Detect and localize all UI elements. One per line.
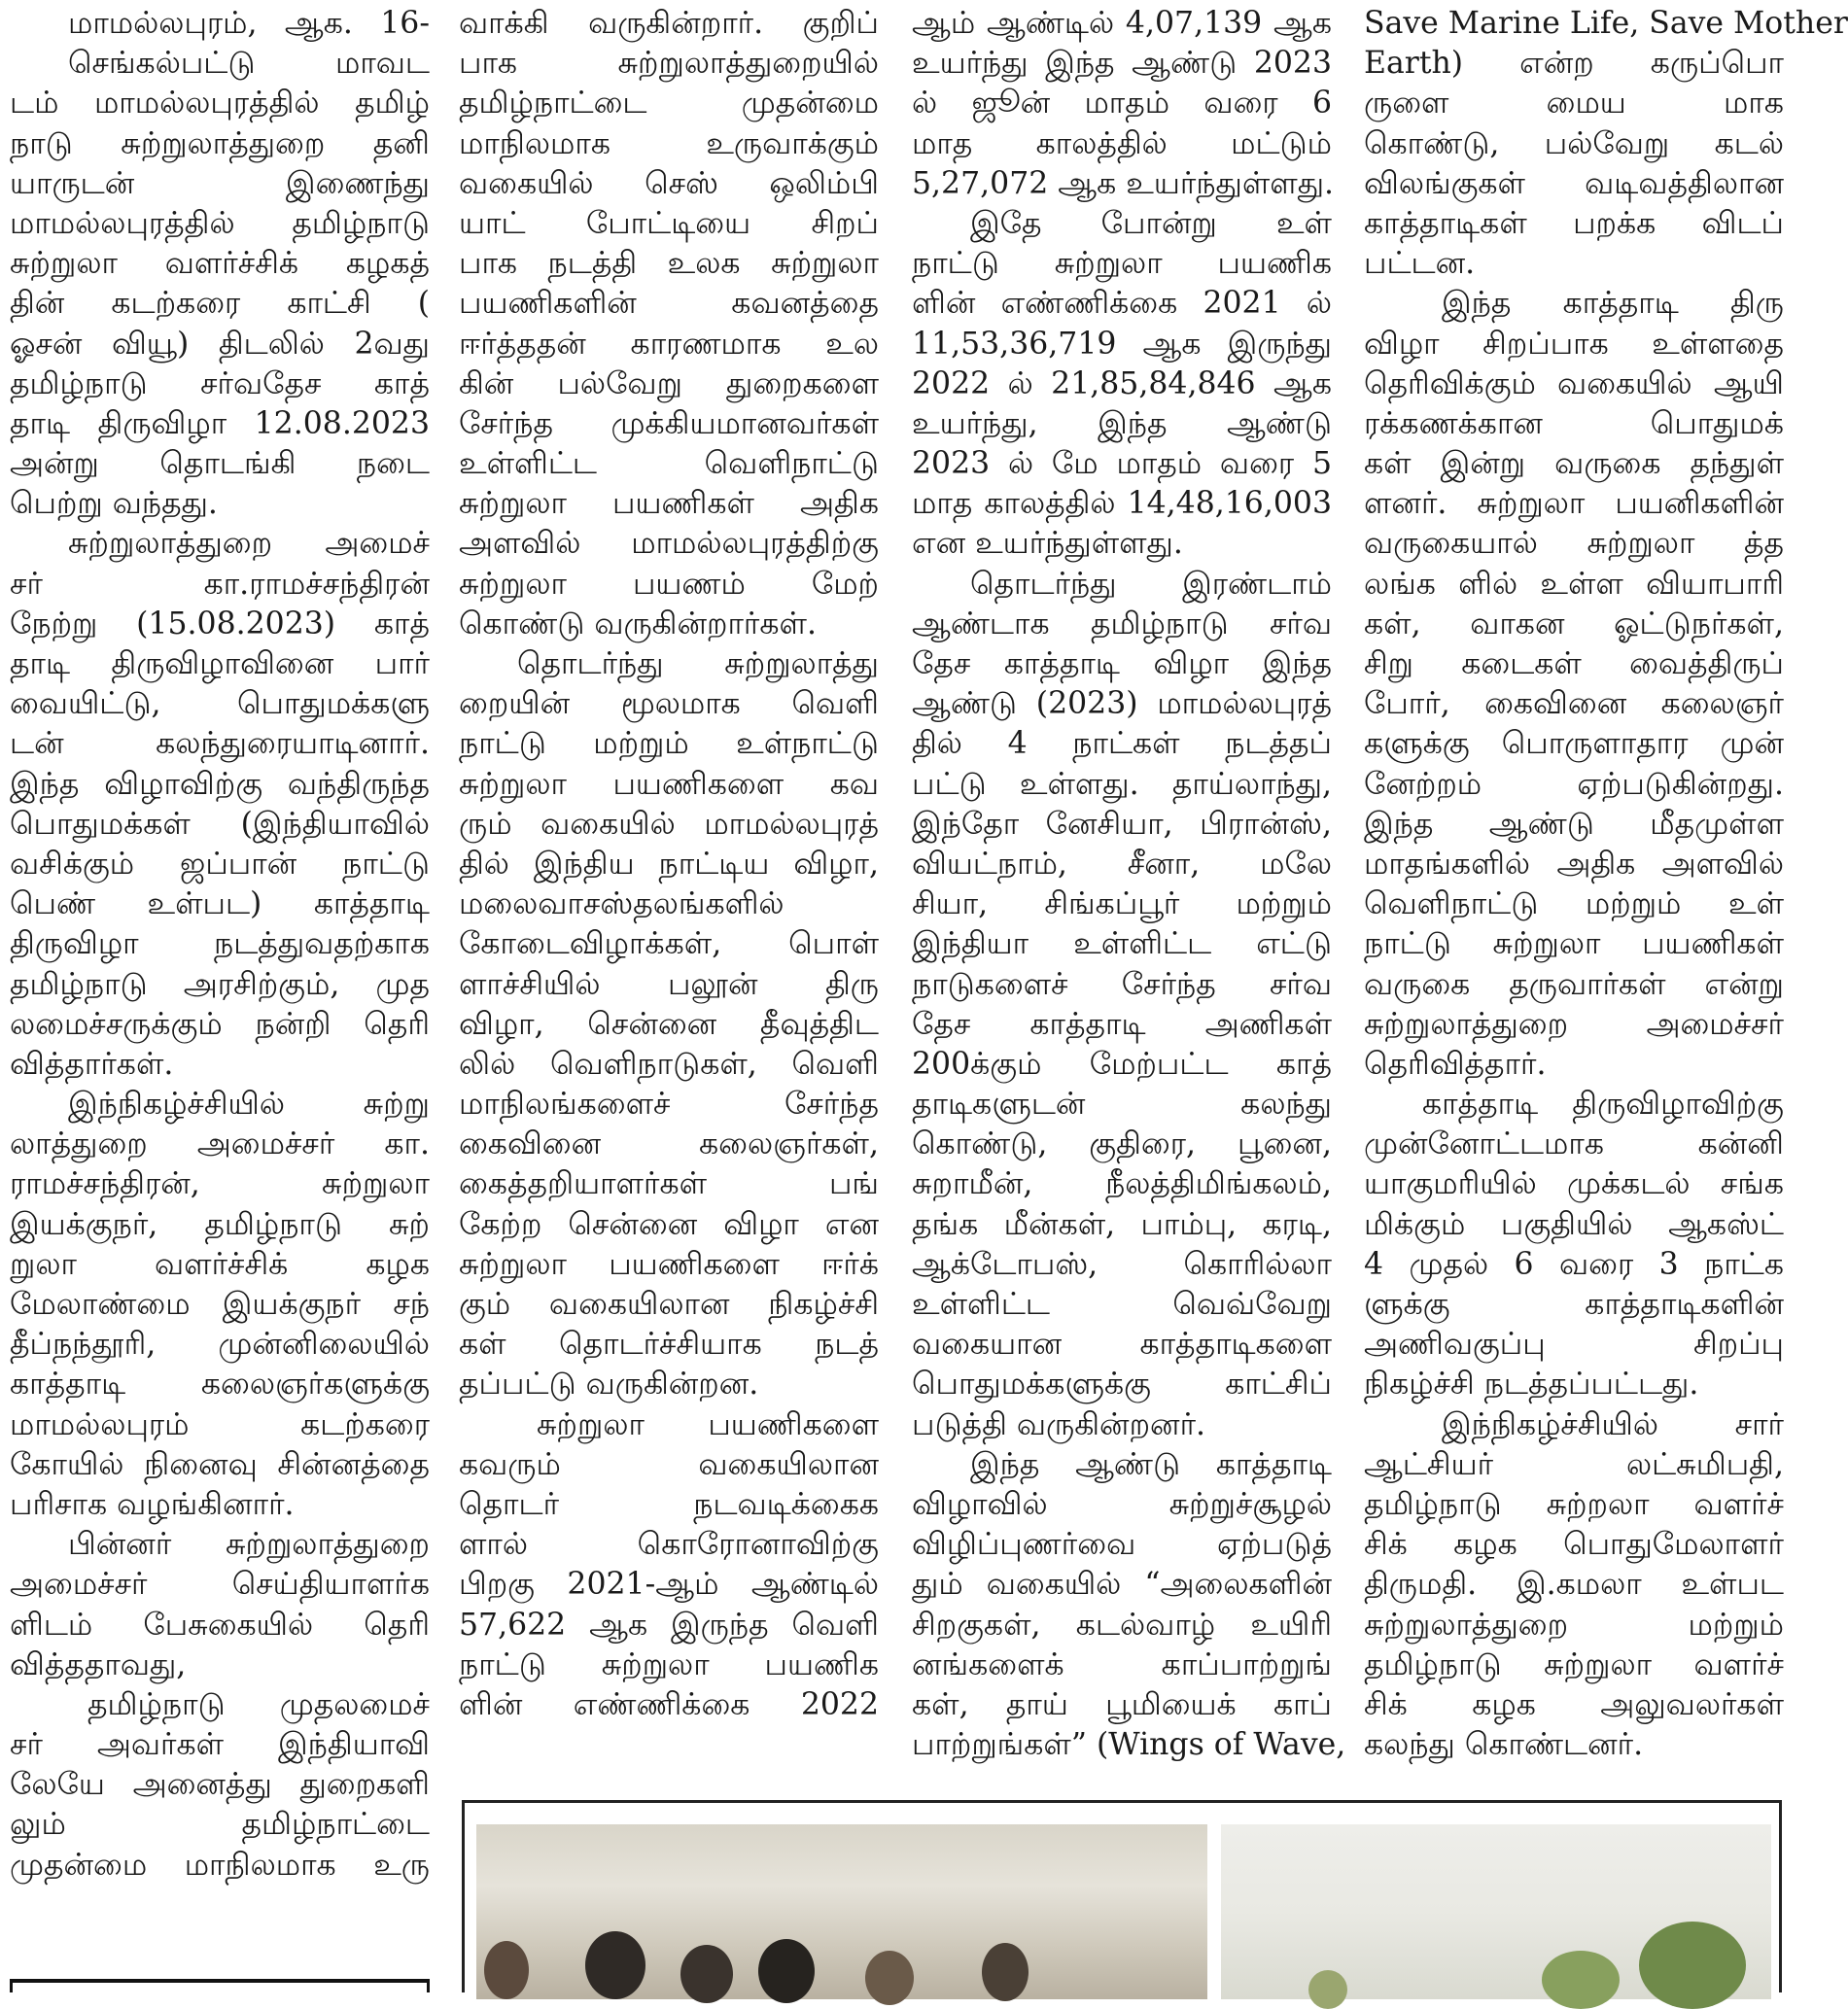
article-line: தாடி திருவிழா 12.08.2023: [10, 405, 430, 441]
article-line: ஈர்த்ததன் காரணமாக உல: [459, 326, 879, 362]
article-line: தொடர் நடவடிக்கைக: [459, 1486, 879, 1522]
article-line: தீப்நந்தூரி, முன்னிலையில்: [10, 1327, 430, 1363]
article-line: கள், வாகன ஓட்டுநர்கள்,: [1364, 606, 1784, 641]
article-line: ரும் வகையில் மாமல்லபுரத்: [459, 806, 879, 842]
article-line: அன்று தொடங்கி நடை: [10, 446, 430, 482]
article-line: நாட்டு சுற்றுலா பயணிக: [459, 1646, 879, 1682]
article-line: வியட்நாம், சீனா, மலே: [912, 846, 1332, 882]
article-line: மாநிலங்களைச் சேர்ந்த: [459, 1087, 879, 1123]
article-line: 11,53,36,719 ஆக இருந்து: [912, 326, 1332, 362]
article-line: தில் இந்திய நாட்டிய விழா,: [459, 846, 879, 882]
article-line: இந்த ஆண்டு காத்தாடி: [970, 1446, 1332, 1482]
article-line: தாடிகளுடன் கலந்து: [912, 1087, 1332, 1123]
article-line: தேச காத்தாடி அணிகள்: [912, 1006, 1332, 1042]
news-photo-left-panel: [476, 1824, 1207, 1999]
article-line: சிக் கழக அலுவலர்கள்: [1364, 1686, 1784, 1722]
article-line: மாதங்களில் அதிக அளவில்: [1364, 846, 1784, 882]
article-line: செங்கல்பட்டு மாவட: [68, 46, 430, 82]
article-line: கும் வகையிலான நிகழ்ச்சி: [459, 1287, 879, 1322]
article-line: லமைச்சருக்கும் நன்றி தெரி: [10, 1006, 430, 1042]
article-line: தப்பட்டு வருகின்றன.: [459, 1367, 759, 1403]
article-line: யாட் போட்டியை சிறப்: [459, 205, 879, 241]
article-line: பட்டு உள்ளது. தாய்லாந்து,: [912, 766, 1332, 802]
article-line: சேர்ந்த முக்கியமானவர்கள்: [459, 405, 879, 441]
article-line: ஆண்டாக தமிழ்நாடு சர்வ: [912, 606, 1332, 641]
article-line: ளனர். சுற்றுலா பயனிகளின்: [1364, 486, 1784, 522]
article-column-4: [1364, 4, 1848, 1765]
article-line: பாக நடத்தி உலக சுற்றுலா: [459, 246, 879, 282]
article-line: கள், தாய் பூமியைக் காப்: [912, 1686, 1332, 1722]
article-line: மாநிலமாக உருவாக்கும்: [459, 125, 879, 161]
article-line: வித்ததாவது,: [10, 1646, 187, 1682]
article-line: லில் வெளிநாடுகள், வெளி: [459, 1046, 879, 1082]
article-line: தங்க மீன்கள், பாம்பு, கரடி,: [912, 1206, 1332, 1242]
article-line: சுற்றுலா வளர்ச்சிக் கழகத்: [10, 246, 430, 282]
article-line: சியா, சிங்கப்பூர் மற்றும்: [912, 886, 1332, 922]
article-line: முன்னோட்டமாக கன்னி: [1364, 1126, 1784, 1162]
article-line: ரக்கணக்கான பொதுமக்: [1364, 405, 1784, 441]
article-line: சுறாமீன், நீலத்திமிங்கலம்,: [912, 1166, 1332, 1202]
article-line: Earth) என்ற கருப்பொ: [1364, 46, 1784, 82]
article-line: பயணிகளின் கவனத்தை: [459, 286, 879, 322]
article-line: வகையான காத்தாடிகளை: [912, 1327, 1332, 1363]
news-photo: [462, 1800, 1782, 1992]
article-line: பரிசாக வழங்கினார்.: [10, 1486, 295, 1522]
news-photo-right-panel: [1221, 1824, 1771, 1999]
article-line: 2023 ல் மே மாதம் வரை 5: [912, 446, 1332, 482]
article-line: தமிழ்நாடு முதலமைச்: [87, 1686, 430, 1722]
article-line: கள் இன்று வருகை தந்துள்: [1364, 446, 1784, 482]
article-line: ஓசன் வியூ) திடலில் 2வது: [10, 326, 430, 362]
article-line: தமிழ்நாடு அரசிற்கும், முத: [10, 966, 430, 1002]
article-line: தின் கடற்கரை காட்சி (: [10, 286, 430, 322]
article-line: நேற்று (15.08.2023) காத்: [10, 606, 430, 641]
article-line: அமைச்சர் செய்தியாளர்க: [10, 1567, 430, 1603]
article-line: இந்தோ னேசியா, பிரான்ஸ்,: [912, 806, 1332, 842]
article-line: நாடுகளைச் சேர்ந்த சர்வ: [912, 966, 1332, 1002]
article-line: அணிவகுப்பு சிறப்பு: [1364, 1327, 1784, 1363]
article-line: ருளை மைய மாக: [1364, 86, 1784, 121]
article-line: தமிழ்நாடு சுற்றுலா வளர்ச்: [1364, 1646, 1784, 1682]
article-line: ல் ஜூன் மாதம் வரை 6: [912, 86, 1332, 121]
article-line: சர் கா.ராமச்சந்திரன்: [10, 566, 430, 602]
article-line: தும் வகையில் “அலைகளின்: [912, 1567, 1332, 1603]
article-line: உயர்ந்து, இந்த ஆண்டு: [912, 405, 1332, 441]
article-line: வகையில் செஸ் ஒலிம்பி: [459, 165, 879, 201]
article-line: இந்த விழாவிற்கு வந்திருந்த: [10, 766, 430, 802]
article-line: சுற்றுலாத்துறை அமைச்: [68, 526, 430, 562]
article-line: காத்தாடி திருவிழாவிற்கு: [1422, 1087, 1784, 1123]
article-line: தெரிவிக்கும் வகையில் ஆயி: [1364, 365, 1784, 401]
article-line: விழிப்புணர்வை ஏற்படுத்: [912, 1527, 1332, 1563]
article-line: ளின் எண்ணிக்கை 2022: [459, 1686, 879, 1722]
article-line: சுற்றுலாத்துறை அமைச்சர்: [1364, 1006, 1784, 1042]
article-line: திருவிழா நடத்துவதற்காக: [10, 926, 430, 962]
article-line: னேற்றம் ஏற்படுகின்றது.: [1364, 766, 1784, 802]
article-line: ளாச்சியில் பலூன் திரு: [459, 966, 879, 1002]
article-line: டம் மாமல்லபுரத்தில் தமிழ்: [10, 86, 430, 121]
article-line: பொதுமக்களுக்கு காட்சிப்: [912, 1367, 1332, 1403]
article-line: இந்நிகழ்ச்சியில் சார்: [1442, 1406, 1784, 1442]
adjacent-box-border: [10, 1983, 430, 1992]
article-line: தமிழ்நாடு சர்வதேச காத்: [10, 365, 430, 401]
article-line: பிறகு 2021-ஆம் ஆண்டில்: [459, 1567, 879, 1603]
article-line: பெற்று வந்தது.: [10, 486, 218, 522]
article-line: மாமல்லபுரம் கடற்கரை: [10, 1406, 430, 1442]
article-line: 2022 ல் 21,85,84,846 ஆக: [912, 365, 1332, 401]
article-line: னங்களைக் காப்பாற்றுங்: [912, 1646, 1332, 1682]
article-column-3: [912, 4, 1346, 1765]
article-line: தமிழ்நாட்டை முதன்மை: [459, 86, 879, 121]
article-line: இந்நிகழ்ச்சியில் சுற்று: [68, 1087, 430, 1123]
article-line: ளுக்கு காத்தாடிகளின்: [1364, 1287, 1784, 1322]
article-line: ஆம் ஆண்டில் 4,07,139 ஆக: [912, 6, 1332, 41]
article-line: வருகை தருவார்கள் என்று: [1364, 966, 1784, 1002]
article-line: விழாவில் சுற்றுச்சூழல்: [912, 1486, 1332, 1522]
article-line: நாட்டு சுற்றுலா பயணிக: [912, 246, 1332, 282]
article-line: காத்தாடிகள் பறக்க விடப்: [1364, 205, 1784, 241]
article-line: என உயர்ந்துள்ளது.: [912, 526, 1183, 562]
article-line: கொண்டு, குதிரை, பூனை,: [912, 1126, 1332, 1162]
article-line: வசிக்கும் ஜப்பான் நாட்டு: [10, 846, 430, 882]
article-line: மாமல்லபுரத்தில் தமிழ்நாடு: [10, 205, 430, 241]
article-line: ஆட்சியர் லட்சுமிபதி,: [1364, 1446, 1784, 1482]
article-line: களுக்கு பொருளாதார முன்: [1364, 726, 1784, 762]
article-line: வெளிநாட்டு மற்றும் உள்: [1364, 886, 1784, 922]
article-line: சுற்றுலா பயணிகளை கவ: [459, 766, 879, 802]
article-line: பொதுமக்கள் (இந்தியாவில்: [10, 806, 430, 842]
article-line: இதே போன்று உள்: [970, 205, 1332, 241]
article-line: கின் பல்வேறு துறைகளை: [459, 365, 879, 401]
article-line: சுற்றுலா பயணிகளை: [537, 1406, 879, 1442]
article-line: தில் 4 நாட்கள் நடத்தப்: [912, 726, 1332, 762]
article-line: சுற்றுலா பயணிகள் அதிக: [459, 486, 879, 522]
article-line: ளிடம் பேசுகையில் தெரி: [10, 1607, 430, 1643]
article-line: பெண் உள்பட) காத்தாடி: [10, 886, 430, 922]
article-line: உயர்ந்து இந்த ஆண்டு 2023: [912, 46, 1332, 82]
article-line: தொடர்ந்து சுற்றுலாத்து: [517, 646, 879, 681]
article-line: ளால் கொரோனாவிற்கு: [459, 1527, 879, 1563]
article-line: சிறகுகள், கடல்வாழ் உயிரி: [912, 1607, 1332, 1643]
article-line: ஆண்டு (2023) மாமல்லபுரத்: [912, 686, 1332, 722]
article-line: பாற்றுங்கள்” (Wings of Wave,: [912, 1727, 1346, 1763]
article-line: லேயே அனைத்து துறைகளி: [10, 1767, 430, 1803]
article-line: அளவில் மாமல்லபுரத்திற்கு: [459, 526, 879, 562]
article-line: ஆக்டோபஸ், கொரில்லா: [912, 1246, 1332, 1282]
article-line: மலைவாசஸ்தலங்களில்: [459, 886, 785, 922]
article-line: தாடி திருவிழாவினை பார்: [10, 646, 430, 681]
article-line: 200க்கும் மேற்பட்ட காத்: [912, 1046, 1332, 1082]
article-line: றுலா வளர்ச்சிக் கழக: [10, 1246, 430, 1282]
article-line: ளின் எண்ணிக்கை 2021 ல்: [912, 286, 1332, 322]
article-line: சுற்றுலாத்துறை மற்றும்: [1364, 1607, 1784, 1643]
article-line: பாக சுற்றுலாத்துறையில்: [459, 46, 879, 82]
article-line: ராமச்சந்திரன், சுற்றுலா: [10, 1166, 430, 1202]
article-line: கொண்டு, பல்வேறு கடல்: [1364, 125, 1784, 161]
article-line: கோடைவிழாக்கள், பொள்: [459, 926, 879, 962]
article-line: தெரிவித்தார்.: [1364, 1046, 1547, 1082]
article-line: முதன்மை மாநிலமாக உரு: [10, 1847, 430, 1883]
article-line: மேலாண்மை இயக்குநர் சந்: [10, 1287, 430, 1322]
article-line: கலந்து கொண்டனர்.: [1364, 1727, 1644, 1763]
article-line: இயக்குநர், தமிழ்நாடு சுற்: [10, 1206, 430, 1242]
article-line: லாத்துறை அமைச்சர் கா.: [10, 1126, 430, 1162]
article-line: வாக்கி வருகின்றார். குறிப்: [459, 6, 879, 41]
article-line: தேச காத்தாடி விழா இந்த: [912, 646, 1332, 681]
article-line: பின்னர் சுற்றுலாத்துறை: [68, 1527, 430, 1563]
article-line: இந்தியா உள்ளிட்ட எட்டு: [912, 926, 1332, 962]
article-line: கள் தொடர்ச்சியாக நடத்: [459, 1327, 879, 1363]
article-line: கைத்தறியாளர்கள் பங்: [459, 1166, 879, 1202]
article-line: கேற்ற சென்னை விழா என: [459, 1206, 879, 1242]
article-line: சர் அவர்கள் இந்தியாவி: [10, 1727, 430, 1763]
article-line: தமிழ்நாடு சுற்றலா வளர்ச்: [1364, 1486, 1784, 1522]
article-line: இந்த காத்தாடி திரு: [1442, 286, 1784, 322]
article-line: இந்த ஆண்டு மீதமுள்ள: [1364, 806, 1784, 842]
article-line: கவரும் வகையிலான: [459, 1446, 879, 1482]
article-line: 5,27,072 ஆக உயர்ந்துள்ளது.: [912, 165, 1335, 201]
article-line: கொண்டு வருகின்றார்கள்.: [459, 606, 817, 641]
article-line: நாட்டு மற்றும் உள்நாட்டு: [459, 726, 879, 762]
article-column-1: [10, 4, 430, 1886]
article-line: நிகழ்ச்சி நடத்தப்பட்டது.: [1364, 1367, 1699, 1403]
article-line: 4 முதல் 6 வரை 3 நாட்க: [1364, 1246, 1784, 1282]
article-line: Save Marine Life, Save Mother: [1364, 6, 1848, 41]
article-column-2: [459, 4, 879, 1725]
article-line: யாகுமரியில் முக்கடல் சங்க: [1364, 1166, 1784, 1202]
article-line: கோயில் நினைவு சின்னத்தை: [10, 1446, 430, 1482]
article-line: திருமதி. இ.கமலா உள்பட: [1364, 1567, 1784, 1603]
article-line: விழா, சென்னை தீவுத்திட: [459, 1006, 879, 1042]
article-line: 57,622 ஆக இருந்த வெளி: [459, 1607, 879, 1643]
article-line: யாருடன் இணைந்து: [10, 165, 430, 201]
article-line: சிக் கழக பொதுமேலாளர்: [1364, 1527, 1784, 1563]
article-line: தொடர்ந்து இரண்டாம்: [970, 566, 1332, 602]
article-line: மாத காலத்தில் 14,48,16,003: [912, 486, 1332, 522]
article-line: மாத காலத்தில் மட்டும்: [912, 125, 1332, 161]
article-line: நாடு சுற்றுலாத்துறை தனி: [10, 125, 430, 161]
article-line: மாமல்லபுரம், ஆக. 16-: [68, 6, 430, 41]
article-line: றையின் மூலமாக வெளி: [459, 686, 879, 722]
article-line: லங்க ளில் உள்ள வியாபாரி: [1364, 566, 1784, 602]
article-line: வையிட்டு, பொதுமக்களு: [10, 686, 430, 722]
article-line: டன் கலந்துரையாடினார்.: [10, 726, 430, 762]
article-line: பட்டன.: [1364, 246, 1476, 282]
article-line: படுத்தி வருகின்றனர்.: [912, 1406, 1206, 1442]
article-line: வருகையால் சுற்றுலா த்த: [1364, 526, 1784, 562]
article-line: உள்ளிட்ட வெவ்வேறு: [912, 1287, 1332, 1322]
article-line: சிறு கடைகள் வைத்திருப்: [1364, 646, 1784, 681]
article-line: வித்தார்கள்.: [10, 1046, 174, 1082]
article-line: காத்தாடி கலைஞர்களுக்கு: [10, 1367, 430, 1403]
article-line: சுற்றுலா பயணிகளை ஈர்க்: [459, 1246, 879, 1282]
article-line: விலங்குகள் வடிவத்திலான: [1364, 165, 1784, 201]
article-line: சுற்றுலா பயணம் மேற்: [459, 566, 879, 602]
article-line: லும் தமிழ்நாட்டை: [10, 1807, 430, 1843]
article-line: விழா சிறப்பாக உள்ளதை: [1364, 326, 1784, 362]
article-line: நாட்டு சுற்றுலா பயணிகள்: [1364, 926, 1784, 962]
article-line: கைவினை கலைஞர்கள்,: [459, 1126, 879, 1162]
article-line: போர், கைவினை கலைஞர்: [1364, 686, 1784, 722]
article-line: மிக்கும் பகுதியில் ஆகஸ்ட்: [1364, 1206, 1784, 1242]
article-line: உள்ளிட்ட வெளிநாட்டு: [459, 446, 879, 482]
